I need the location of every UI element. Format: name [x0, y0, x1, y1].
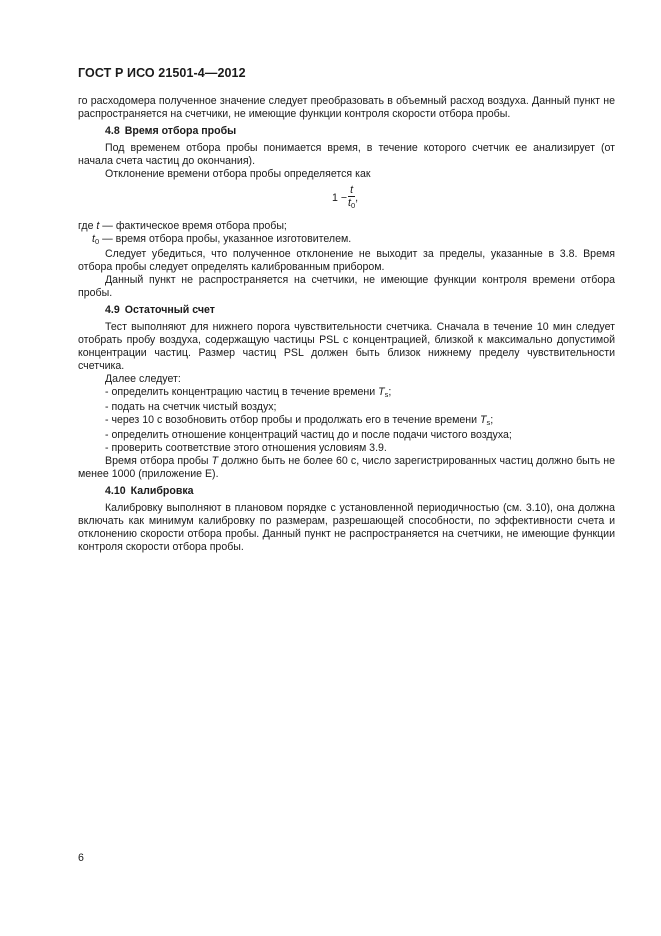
- deviation-formula: [78, 182, 615, 218]
- where-line-2: $t_0$ — время отбора пробы, указанное изготовителем.: [92, 233, 352, 246]
- section-title: Остаточный счет: [124, 304, 215, 316]
- s49-paragraph-1: Тест выполняют для нижнего порога чувствительности счетчика. Сначала в течение 10 мин следует отобрать пробу воздуха, содержащую частицы PSL с концентрацией, близкой к максимально допустимой концентрации частиц. Размер частиц PSL должен быть близок нижнему пределу чувствительности счетчика.: [78, 321, 615, 372]
- section-4-8-heading: [78, 125, 615, 138]
- page-number: 6: [78, 852, 84, 864]
- section-title: Время отбора пробы: [124, 125, 237, 137]
- s410-paragraph-1: Калибровку выполняют в плановом порядке с установленной периодичностью (см. 3.10), она должна включать как минимум калибровку по размерам, разрешающей способности, по эффективности счета и отклонению скорости отбора пробы. Данный пункт не распространяется на счетчики, не имеющие функции контроля скорости отбора пробы.: [78, 502, 615, 553]
- document-header: ГОСТ Р ИСО 21501-4—2012: [78, 66, 246, 80]
- section-number: 4.10: [105, 485, 126, 497]
- where-line-1: где t — фактическое время отбора пробы;: [78, 220, 287, 232]
- section-4-9-heading: [78, 304, 615, 317]
- s48-paragraph-2: Отклонение времени отбора пробы определяется как: [105, 168, 371, 180]
- s49-paragraph-3: Время отбора пробы T должно быть не более 60 с, число зарегистрированных частиц должно быть не менее 1000 (приложение Е).: [78, 455, 615, 480]
- s48-paragraph-1: Под временем отбора пробы понимается время, в течение которого счетчик ее анализирует (от начала счета частиц до окончания).: [78, 142, 615, 167]
- list-item: - подать на счетчик чистый воздух;: [105, 401, 277, 413]
- intro-paragraph: го расходомера полученное значение следует преобразовать в объемный расход воздуха. Данный пункт не распространяется на счетчики, не имеющие функции контроля скорости отбора пробы.: [78, 95, 615, 120]
- formula-trail: ,: [355, 191, 359, 204]
- s48-paragraph-3: Следует убедиться, что полученное отклонение не выходит за пределы, указанные в 3.8. Время отбора пробы следует определять калиброванным прибором.: [78, 248, 615, 273]
- section-title: Калибровка: [130, 485, 194, 497]
- formula-numerator: t: [348, 184, 355, 197]
- list-item: - через 10 с возобновить отбор пробы и продолжать его в течение времени $T_s$;: [105, 414, 494, 427]
- procedure-list: [78, 386, 615, 455]
- list-item: - проверить соответствие этого отношения условиям 3.9.: [105, 442, 387, 454]
- section-4-10-heading: [78, 485, 615, 498]
- s49-paragraph-2: Далее следует:: [105, 373, 181, 385]
- list-item: - определить отношение концентраций частиц до и после подачи чистого воздуха;: [105, 429, 512, 441]
- list-item: - определить концентрацию частиц в течение времени $T_s$;: [105, 386, 392, 399]
- section-number: 4.8: [105, 125, 120, 137]
- formula-lead: 1 −: [332, 191, 348, 204]
- s48-paragraph-4: Данный пункт не распространяется на счетчики, не имеющие функции контроля времени отбора пробы.: [78, 274, 615, 299]
- page-content: [78, 95, 615, 554]
- formula-denominator: $t_0$: [348, 197, 356, 210]
- section-number: 4.9: [105, 304, 120, 316]
